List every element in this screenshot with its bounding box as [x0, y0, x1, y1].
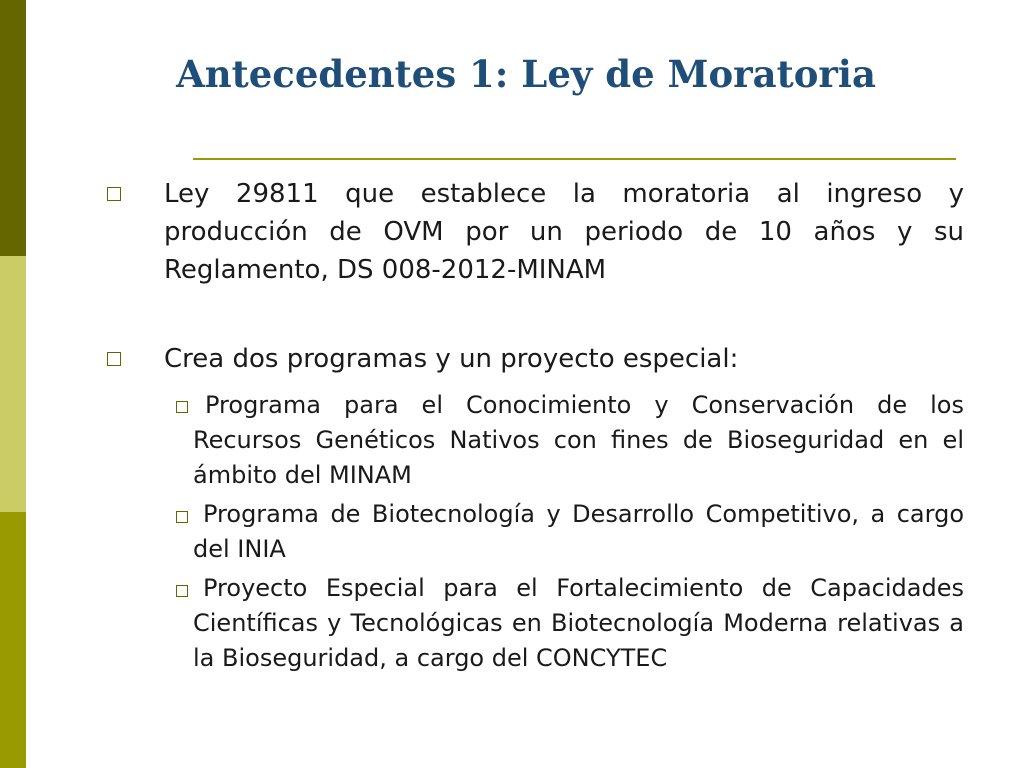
- sub-bullet-item: Programa de Biotecnología y Desarrollo Competitivo, a cargo del INIA: [193, 500, 964, 563]
- bullet-item: Ley 29811 que establece la moratoria al ingreso y producción de OVM por un periodo de 10 años y su Reglamento, DS 008-2012-MINAM: [164, 179, 964, 285]
- square-bullet-icon: [176, 401, 188, 413]
- sub-bullet-item: Programa para el Conocimiento y Conservación de los Recursos Genéticos Nativos con fines de Bioseguridad en el ámbito del MINAM: [193, 391, 964, 489]
- square-bullet-icon: [176, 511, 188, 523]
- square-bullet-icon: [107, 187, 121, 201]
- square-bullet-icon: [176, 585, 188, 597]
- square-bullet-icon: [107, 352, 121, 366]
- sub-bullet-item: Proyecto Especial para el Fortalecimiento de Capacidades Científicas y Tecnológicas en Biotecnología Moderna relativas a la Bioseguridad, a cargo del CONCYTEC: [193, 574, 964, 672]
- bullet-item: Crea dos programas y un proyecto especial:: [164, 344, 739, 374]
- slide-title: Antecedentes 1: Ley de Moratoria: [176, 52, 876, 96]
